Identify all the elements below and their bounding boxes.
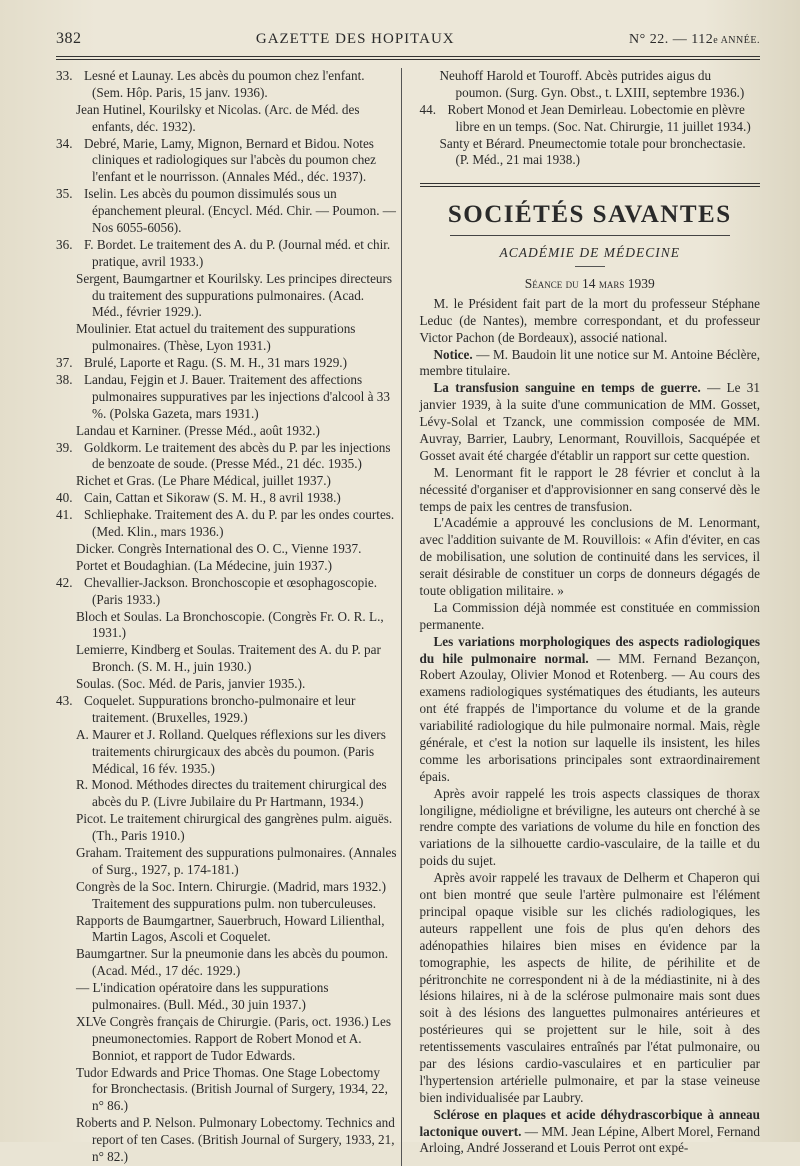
report-paragraph bbox=[420, 634, 761, 786]
reference-text: Rapports de Baumgartner, Sauerbruch, Howard Lilienthal, Martin Lagos, Ascoli et Coquelet. bbox=[76, 912, 385, 945]
reference-text: Chevallier-Jackson. Bronchoscopie et œsophagoscopie. (Paris 1933.) bbox=[84, 574, 378, 607]
reference-text: Landau et Karniner. (Presse Méd., août 1932.) bbox=[76, 422, 320, 438]
reference-entry bbox=[56, 811, 397, 845]
reference-text: R. Monod. Méthodes directes du traitement chirurgical des abcès du P. (Livre Jubilaire du Pr Hartmann, 1934.) bbox=[76, 777, 387, 810]
reference-text: Sergent, Baumgartner et Kourilsky. Les principes directeurs du traitement des suppurations pulmonaires. (Acad. Méd., février 1929.). bbox=[76, 270, 393, 320]
reference-text: XLVe Congrès français de Chirurgie. (Paris, oct. 1936.) Les pneumonectomies. Rapport de Robert Monod et A. Bonniot, et rapport de Tudor Edwards. bbox=[76, 1013, 391, 1063]
running-header bbox=[56, 30, 760, 52]
paragraph-text: Après avoir rappelé les travaux de Delherm et Chaperon qui ont bien montré que seule l'artère pulmonaire est l'élément principal opaque visible sur les clichés radiologiques, les auteurs rappellent une fois de plus qu'en dehors des adénopathies hilaires bien mises en évidence par la tomographie, les aspects de hilite, de périhilite et de péritronchite ne correspondent ni à de la médiastinite, ni à des lésions hilaires, ni à de la sclérose pulmonaire mais sont dues soit à des lésions des languettes pulmonaires antérieures et postérieures qui se projettent sur le hile, soit à des retentissements vasculaires entraînés par l'état pulmonaire, ou par des lésions cardio-vasculaires et en particulier par l'hypertension artérielle pulmonaire, et par la stase veineuse bien individualisée par Laubry. bbox=[419, 870, 760, 1105]
paragraph-text: — M. Baudoin lit une notice sur M. Antoine Béclère, membre titulaire. bbox=[419, 346, 760, 379]
reference-text: Lemierre, Kindberg et Soulas. Traitement des A. du P. par Bronch. (S. M. H., juin 1930.) bbox=[76, 642, 381, 675]
reference-entry bbox=[56, 609, 397, 643]
reference-text: Coquelet. Suppurations broncho-pulmonaire et leur traitement. (Bruxelles, 1929.) bbox=[84, 692, 356, 725]
reference-text: Santy et Bérard. Pneumectomie totale pour bronchectasie. (P. Méd., 21 mai 1938.) bbox=[439, 135, 746, 168]
reference-number: 39. bbox=[56, 439, 73, 455]
reference-text: Lesné et Launay. Les abcès du poumon chez l'enfant. (Sem. Hôp. Paris, 15 janv. 1936). bbox=[84, 68, 365, 100]
reference-text: Picot. Le traitement chirurgical des gangrènes pulm. aiguës. (Th., Paris 1910.) bbox=[76, 811, 393, 844]
reference-entry bbox=[56, 879, 397, 913]
reference-text: Baumgartner. Sur la pneumonie dans les abcès du poumon. (Acad. Méd., 17 déc. 1929.) bbox=[76, 946, 389, 979]
reference-entry bbox=[56, 136, 397, 187]
reference-entry bbox=[56, 845, 397, 879]
issue-number bbox=[629, 32, 760, 48]
paragraph-text: — MM. Fernand Bezançon, Robert Azoulay, Olivier Monod et Rotenberg. — Au cours des examens radiologiques systématiques des étudiants, les auteurs ont été frappés de l'importance du volume et de la grande variabilité radiologique du hile pulmonaire normal. Mais, règle générale, et c'est la notion sur laquelle ils insistent, les hiles comme les arborisations principales sont extraordinairement épais. bbox=[419, 650, 760, 784]
reference-entry bbox=[420, 102, 761, 136]
reference-text: Landau, Fejgin et J. Bauer. Traitement des affections pulmonaires suppuratives par les injections d'alcool à 33 %. (Polska Gazeta, mars 1931.) bbox=[84, 372, 390, 421]
reference-text: Richet et Gras. (Le Phare Médical, juillet 1937.) bbox=[76, 473, 331, 489]
paragraph-heading: Notice. bbox=[433, 346, 473, 362]
reference-number: 33. bbox=[56, 68, 73, 83]
reference-entry bbox=[56, 423, 397, 440]
reference-number: 43. bbox=[56, 692, 73, 708]
reference-entry bbox=[56, 102, 397, 136]
reference-text: Tudor Edwards and Price Thomas. One Stage Lobectomy for Bronchectasis. (British Journal of Surgery, 1934, 22, n° 86.) bbox=[76, 1064, 388, 1114]
reference-entry bbox=[56, 473, 397, 490]
reference-entry bbox=[56, 321, 397, 355]
reference-text: Dicker. Congrès International des O. C., Vienne 1937. bbox=[76, 540, 362, 556]
reference-entry bbox=[56, 237, 397, 271]
reference-text: Robert Monod et Jean Demirleau. Lobectomie en plèvre libre en un temps. (Soc. Nat. Chirurgie, 11 juillet 1934.) bbox=[447, 101, 751, 134]
academy-heading: ACADÉMIE DE MÉDECINE bbox=[499, 245, 680, 261]
reference-number: 42. bbox=[56, 574, 73, 590]
reference-entry bbox=[56, 490, 397, 507]
report-paragraph bbox=[420, 600, 761, 634]
reference-entry bbox=[56, 541, 397, 558]
reference-entry bbox=[56, 693, 397, 727]
paragraph-heading: La transfusion sanguine en temps de guerre. bbox=[433, 380, 701, 396]
reference-entry bbox=[56, 558, 397, 575]
reference-entry bbox=[56, 186, 397, 237]
reference-number: 38. bbox=[56, 372, 73, 388]
paragraph-text: — Le 31 janvier 1939, à la suite d'une communication de MM. Gosset, Lévy-Solal et Tzanck, une commission composée de MM. Auvray, Barrier, Laubry, Lenormant, Rouvillois, Sacquépée et Gosset avait été chargée d'établir un rapport sur cette question. bbox=[419, 380, 760, 463]
reference-number: 34. bbox=[56, 135, 73, 151]
reference-text: Debré, Marie, Lamy, Mignon, Bernard et Bidou. Notes cliniques et radiologiques sur l'abcès du poumon chez l'enfant et le nourrisson. (Annales Méd., déc. 1937). bbox=[84, 135, 377, 185]
reference-text: Bloch et Soulas. La Bronchoscopie. (Congrès Fr. O. R. L., 1931.) bbox=[76, 608, 384, 641]
issue-suffix: e ANNÉE. bbox=[713, 35, 760, 46]
right-references bbox=[420, 68, 761, 169]
reference-text: Jean Hutinel, Kourilsky et Nicolas. (Arc. de Méd. des enfants, déc. 1932). bbox=[76, 101, 360, 134]
reference-text: Iselin. Les abcès du poumon dissimulés sous un épanchement pleural. (Encycl. Méd. Chir. — Poumon. — Nos 6055-6056). bbox=[84, 186, 396, 236]
reference-text: Roberts and P. Nelson. Pulmonary Lobectomy. Technics and report of ten Cases. (British Journal of Surgery, 1933, 21, n° 82.) bbox=[76, 1115, 395, 1164]
reference-entry bbox=[56, 913, 397, 947]
reference-entry bbox=[420, 136, 761, 170]
reference-number: 44. bbox=[419, 101, 436, 117]
report-paragraph bbox=[420, 515, 761, 599]
report-paragraph bbox=[420, 786, 761, 870]
report-paragraph bbox=[420, 380, 761, 464]
reference-entry bbox=[56, 372, 397, 423]
reference-entry bbox=[56, 575, 397, 609]
reference-number: 35. bbox=[56, 186, 73, 202]
reference-entry bbox=[56, 980, 397, 1014]
reference-text: Congrès de la Soc. Intern. Chirurgie. (Madrid, mars 1932.) Traitement des suppurations pulm. non tuberculeuses. bbox=[76, 878, 386, 911]
reference-entry bbox=[56, 946, 397, 980]
report-paragraph bbox=[420, 296, 761, 347]
reference-entry bbox=[56, 1115, 397, 1166]
issue-label: N° 22. — 112 bbox=[629, 32, 714, 47]
reference-number: 36. bbox=[56, 236, 73, 252]
left-column bbox=[56, 68, 402, 1166]
paragraph-text: Après avoir rappelé les trois aspects classiques de thorax longiligne, médioligne et bréviligne, les auteurs ont cherché à se rendre compte des variations de volume du hile en fonction des variations de la silhouette cardio-vasculaire, de la taille et du poids du sujet. bbox=[419, 785, 760, 869]
reference-entry bbox=[56, 271, 397, 322]
reference-entry bbox=[56, 676, 397, 693]
reference-text: Schliephake. Traitement des A. du P. par les ondes courtes. (Med. Klin., mars 1936.) bbox=[84, 507, 395, 540]
reference-entry bbox=[420, 68, 761, 102]
reference-number: 40. bbox=[56, 490, 73, 506]
paragraph-text: M. le Président fait part de la mort du professeur Stéphane Leduc (de Nantes), membre correspondant, et du professeur Victor Pachon (de Bordeaux), associé national. bbox=[419, 295, 760, 345]
journal-title: GAZETTE DES HOPITAUX bbox=[255, 31, 455, 47]
reference-text: A. Maurer et J. Rolland. Quelques réflexions sur les divers traitements chirurgicaux des abcès du poumon. (Paris Médical, 16 fév. 1935.) bbox=[76, 726, 386, 776]
reference-entry bbox=[56, 777, 397, 811]
reference-entry bbox=[56, 507, 397, 541]
columns bbox=[56, 68, 760, 1166]
paragraph-heading: Les variations morphologiques des aspects radiologiques du hile pulmonaire normal. bbox=[419, 633, 760, 666]
reference-text: F. Bordet. Le traitement des A. du P. (Journal méd. et chir. pratique, avril 1933.) bbox=[84, 236, 391, 269]
section-rule bbox=[420, 183, 761, 187]
short-rule bbox=[575, 266, 605, 267]
title-rule bbox=[450, 235, 731, 236]
paragraph-heading: Sclérose en plaques et acide déhydrascorbique à anneau lactonique ouvert. bbox=[419, 1106, 760, 1139]
reference-number: 41. bbox=[56, 507, 73, 523]
reference-text: Graham. Traitement des suppurations pulmonaires. (Annales of Surg., 1927, p. 174-181.) bbox=[76, 844, 397, 877]
reference-text: Moulinier. Etat actuel du traitement des suppurations pulmonaires. (Thèse, Lyon 1931.) bbox=[76, 321, 356, 354]
reference-entry bbox=[56, 355, 397, 372]
report-paragraph bbox=[420, 465, 761, 516]
paragraph-text: La Commission déjà nommée est constituée en commission permanente. bbox=[419, 599, 760, 632]
reference-entry bbox=[56, 68, 397, 102]
reference-text: Portet et Boudaghian. (La Médecine, juin 1937.) bbox=[76, 557, 332, 573]
reference-text: Goldkorm. Le traitement des abcès du P. par les injections de benzoate de soude. (Presse Méd., 21 déc. 1935.) bbox=[84, 439, 391, 472]
session-date: Séance du 14 mars 1939 bbox=[524, 275, 655, 291]
reference-entry bbox=[56, 1014, 397, 1065]
reference-text: Brulé, Laporte et Ragu. (S. M. H., 31 mars 1929.) bbox=[84, 355, 347, 371]
reference-number: 37. bbox=[56, 355, 73, 371]
reference-text: Soulas. (Soc. Méd. de Paris, janvier 1935.). bbox=[76, 676, 306, 692]
reference-text: Neuhoff Harold et Touroff. Abcès putrides aigus du poumon. (Surg. Gyn. Obst., t. LXIII, septembre 1936.) bbox=[439, 68, 745, 100]
paragraph-text: L'Académie a approuvé les conclusions de M. Lenormant, avec l'addition suivante de M. Rouvillois: « Afin d'éviter, en cas de mobilisation, une solution de continuité dans les services, il serait désirable de constituer un corps de donneurs dégagés de toute obligation militaire. » bbox=[419, 515, 760, 599]
session-report bbox=[420, 296, 761, 1157]
page-number: 382 bbox=[56, 30, 82, 47]
paragraph-text: M. Lenormant fit le rapport le 28 février et conclut à la nécessité d'organiser et d'approvisionner en sang conservé dès le temps de paix les centres de transfusion. bbox=[419, 464, 760, 514]
report-paragraph bbox=[420, 1107, 761, 1158]
reference-entry bbox=[56, 727, 397, 778]
report-paragraph bbox=[420, 870, 761, 1106]
right-column bbox=[420, 68, 761, 1166]
reference-entry bbox=[56, 1065, 397, 1116]
paragraph-text: — MM. Jean Lépine, Albert Morel, Fernand Arloing, André Josserand et Louis Perrot ont expé- bbox=[419, 1123, 760, 1156]
reference-entry bbox=[56, 642, 397, 676]
report-paragraph bbox=[420, 347, 761, 381]
reference-text: — L'indication opératoire dans les suppurations pulmonaires. (Bull. Méd., 30 juin 1937.) bbox=[76, 980, 329, 1012]
section-title: SOCIÉTÉS SAVANTES bbox=[447, 201, 732, 229]
header-rule bbox=[56, 56, 760, 60]
reference-text: Cain, Cattan et Sikoraw (S. M. H., 8 avril 1938.) bbox=[84, 490, 341, 506]
reference-entry bbox=[56, 440, 397, 474]
